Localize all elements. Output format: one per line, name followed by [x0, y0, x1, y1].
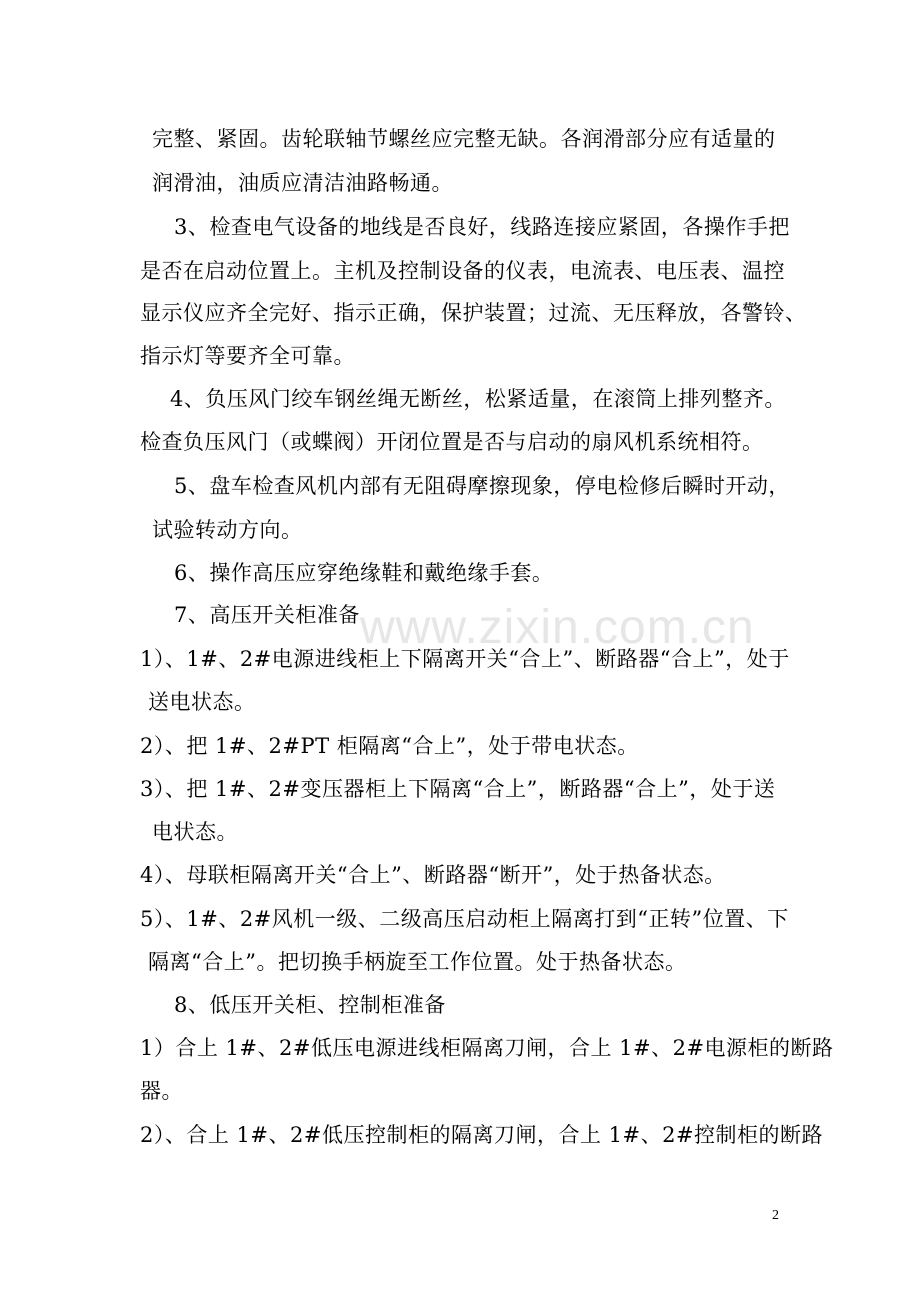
- text-line-17: 电状态。: [152, 820, 238, 844]
- text-line-4: 是否在启动位置上。主机及控制设备的仪表，电流表、电压表、温控: [140, 259, 785, 283]
- text-line-11: 6、操作高压应穿绝缘鞋和戴绝缘手套。: [174, 561, 554, 585]
- text-line-6: 指示灯等要齐全可靠。: [140, 344, 355, 368]
- text-line-23: 器。: [140, 1079, 183, 1103]
- page-number: 2: [772, 1208, 779, 1223]
- text-line-3: 3、检查电气设备的地线是否良好，线路连接应紧固，各操作手把: [174, 215, 790, 239]
- text-line-12: 7、高压开关柜准备: [174, 603, 360, 627]
- text-line-22: 1）合上 1#、2#低压电源进线柜隔离刀闸，合上 1#、2#电源柜的断路: [140, 1036, 834, 1060]
- text-line-9: 5、盘车检查风机内部有无阻碍摩擦现象，停电检修后瞬时开动，: [174, 474, 790, 498]
- text-line-5: 显示仪应齐全完好、指示正确，保护装置；过流、无压释放，各警铃、: [140, 301, 807, 325]
- text-line-10: 试验转动方向。: [152, 518, 303, 542]
- text-line-15: 2）、把 1#、2#PT 柜隔离“合上”，处于带电状态。: [140, 734, 639, 758]
- text-line-13: 1）、1#、2#电源进线柜上下隔离开关“合上”、断路器“合上”，处于: [140, 647, 790, 671]
- text-line-14: 送电状态。: [148, 690, 256, 714]
- text-line-24: 2）、合上 1#、2#低压控制柜的隔离刀闸，合上 1#、2#控制柜的断路: [140, 1123, 824, 1147]
- text-line-1: 完整、紧固。齿轮联轴节螺丝应完整无缺。各润滑部分应有适量的: [152, 127, 776, 151]
- text-line-19: 5）、1#、2#风机一级、二级高压启动柜上隔离打到“正转”位置、下: [140, 907, 789, 931]
- watermark-text: www.zixin.com.cn: [360, 601, 755, 654]
- text-line-20: 隔离“合上”。把切换手柄旋至工作位置。处于热备状态。: [148, 950, 687, 974]
- text-line-8: 检查负压风门（或蝶阀）开闭位置是否与启动的扇风机系统相符。: [140, 430, 764, 454]
- text-line-2: 润滑油，油质应清洁油路畅通。: [152, 171, 453, 195]
- text-line-18: 4）、母联柜隔离开关“合上”、断路器“断开”，处于热备状态。: [140, 863, 726, 887]
- text-line-21: 8、低压开关柜、控制柜准备: [174, 993, 446, 1017]
- text-line-16: 3）、把 1#、2#变压器柜上下隔离“合上”，断路器“合上”，处于送: [140, 777, 776, 801]
- text-line-7: 4、负压风门绞车钢丝绳无断丝，松紧适量，在滚筒上排列整齐。: [170, 387, 786, 411]
